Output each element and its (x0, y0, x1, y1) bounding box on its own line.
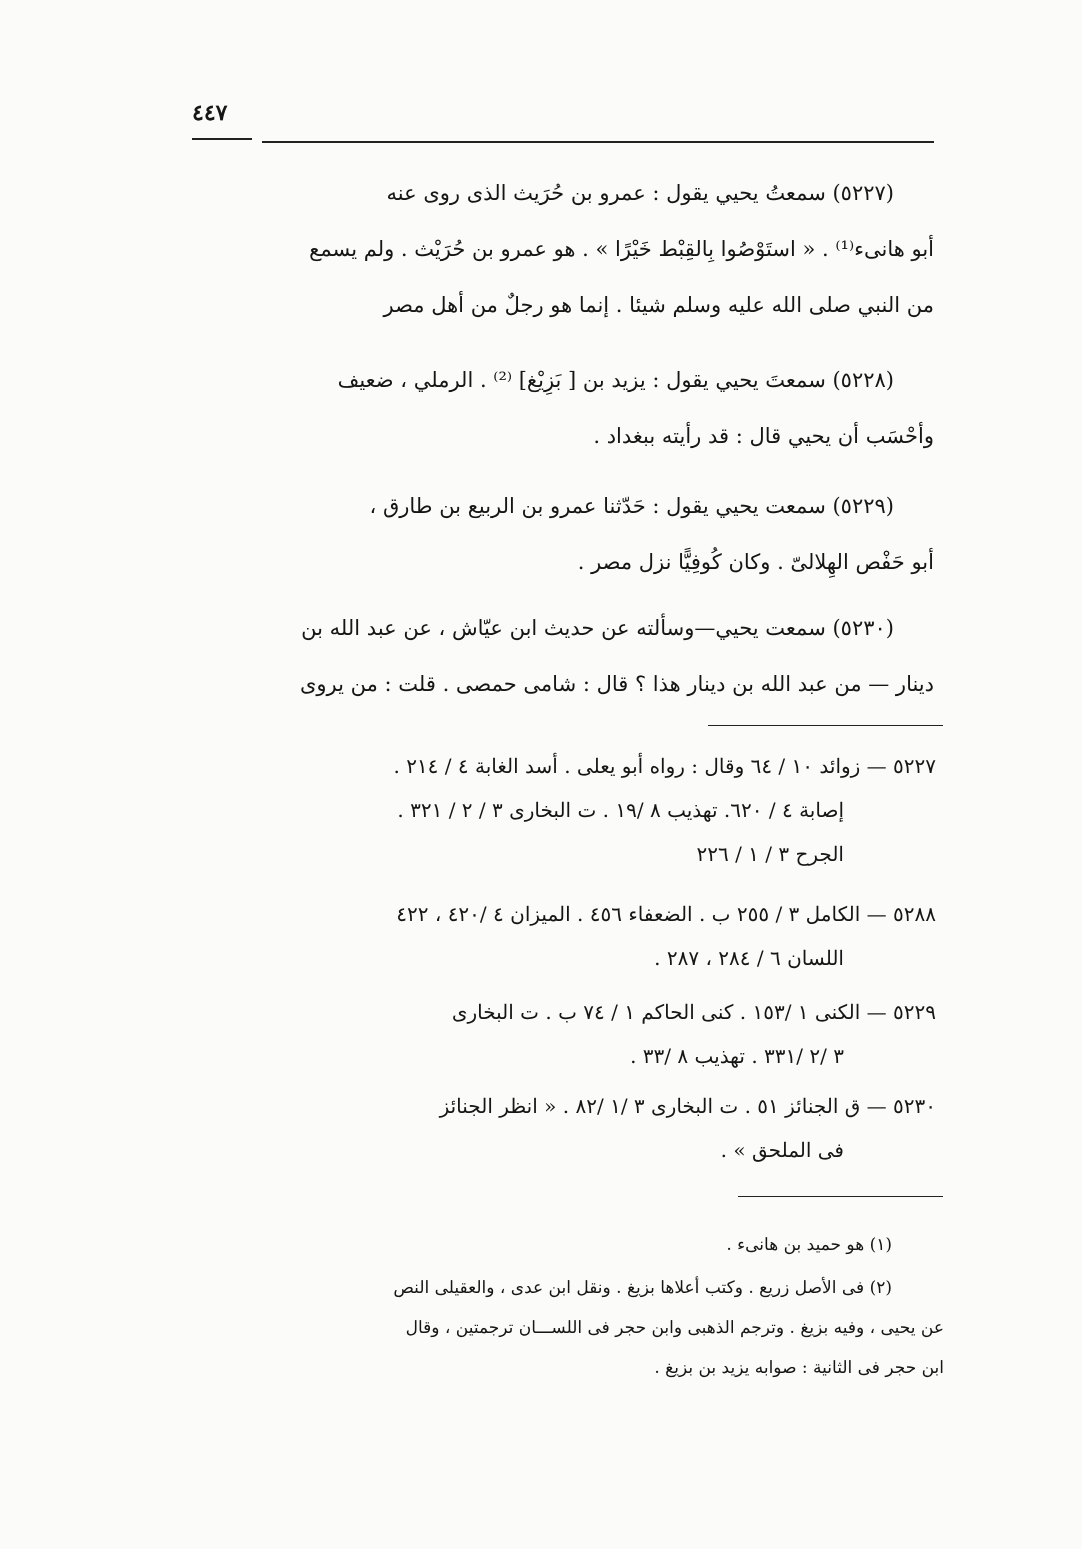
note-line: ٥٢٢٩ — الكنى ١ /١٥٣ . كنى الحاكم ١ / ٧٤ ب . ت البخارى (451, 1000, 936, 1024)
note-5227 (201, 744, 936, 876)
paragraph-5229 (199, 478, 934, 590)
footnote-separator (738, 1196, 943, 1197)
note-line: الجرح ٣ / ١ / ٢٢٦ (696, 842, 844, 866)
paragraph-line: وأحْسَب أن يحيي قال : قد رأيته ببغداد . (593, 424, 934, 448)
note-5229 (201, 990, 936, 1078)
footnote-line: (٢) فى الأصل زريع . وكتب أعلاها بزيغ . ونقل ابن عدى ، والعقيلى النص (393, 1278, 892, 1298)
footnote-2 (199, 1268, 944, 1388)
note-line: ٥٢٣٠ — ق الجنائز ٥١ . ت البخارى ٣ /١ /٨٢ . « انظر الجنائز (439, 1094, 936, 1118)
header-rule-short (192, 138, 252, 140)
paragraph-5230 (199, 600, 934, 712)
note-line: فى الملحق » . (720, 1138, 844, 1162)
paragraph-line: (٥٢٢٩) سمعت يحيي يقول : حَدّثنا عمرو بن الربيع بن طارق ، (369, 494, 894, 518)
footnote-line: (١) هو حميد بن هانىء . (726, 1235, 892, 1255)
note-line: ٣ /٢ /٣٣١ . تهذيب ٨ /٣٣ . (630, 1044, 844, 1068)
note-line: ٥٢٨٨ — الكامل ٣ / ٢٥٥ ب . الضعفاء ٤٥٦ . الميزان ٤ /٤٢٠ ، ٤٢٢ (396, 902, 936, 926)
footnote-line: عن يحيى ، وفيه بزيغ . وترجم الذهبى وابن حجر فى اللســـان ترجمتين ، وقال (405, 1318, 944, 1338)
paragraph-line: من النبي صلى الله عليه وسلم شيئا . إنما هو رجلٌ من أهل مصر (383, 293, 934, 317)
paragraph-line: أبو هانىء⁽¹⁾ . « استَوْصُوا بِالقِبْط خَيْرًا » . هو عمرو بن حُرَيْث . ولم يسمع (309, 237, 934, 261)
note-5288 (201, 892, 936, 980)
footnote-1 (199, 1225, 944, 1265)
page-number: ٤٤٧ (192, 100, 228, 126)
paragraph-5228 (199, 352, 934, 464)
paragraph-line: دينار — من عبد الله بن دينار هذا ؟ قال : شامى حمصى . قلت : من يروى (299, 672, 934, 696)
note-line: إصابة ٤ / ٦٢٠. تهذيب ٨ /١٩ . ت البخارى ٣ / ٢ / ٣٢١ . (397, 798, 844, 822)
note-line: اللسان ٦ / ٢٨٤ ، ٢٨٧ . (654, 946, 844, 970)
paragraph-line: أبو حَفْص الهِلالىّ . وكان كُوفِيًّا نزل مصر . (577, 550, 934, 574)
paragraph-line: (٥٢٣٠) سمعت يحيي—وسألته عن حديث ابن عيّاش ، عن عبد الله بن (301, 616, 894, 640)
footnote-line: ابن حجر فى الثانية : صوابه يزيد بن بزيغ . (654, 1358, 944, 1378)
paragraph-line: (٥٢٢٧) سمعتُ يحيي يقول : عمرو بن حُرَيث الذى روى عنه (386, 181, 894, 205)
paragraph-5227 (199, 165, 934, 333)
notes-separator (708, 725, 943, 726)
header-rule (262, 141, 934, 143)
note-line: ٥٢٢٧ — زوائد ١٠ / ٦٤ وقال : رواه أبو يعلى . أسد الغابة ٤ / ٢١٤ . (393, 754, 936, 778)
note-5230 (201, 1084, 936, 1172)
paragraph-line: (٥٢٢٨) سمعتَ يحيي يقول : يزيد بن [ بَزِيْغ] ⁽²⁾ . الرملي ، ضعيف (337, 368, 894, 392)
